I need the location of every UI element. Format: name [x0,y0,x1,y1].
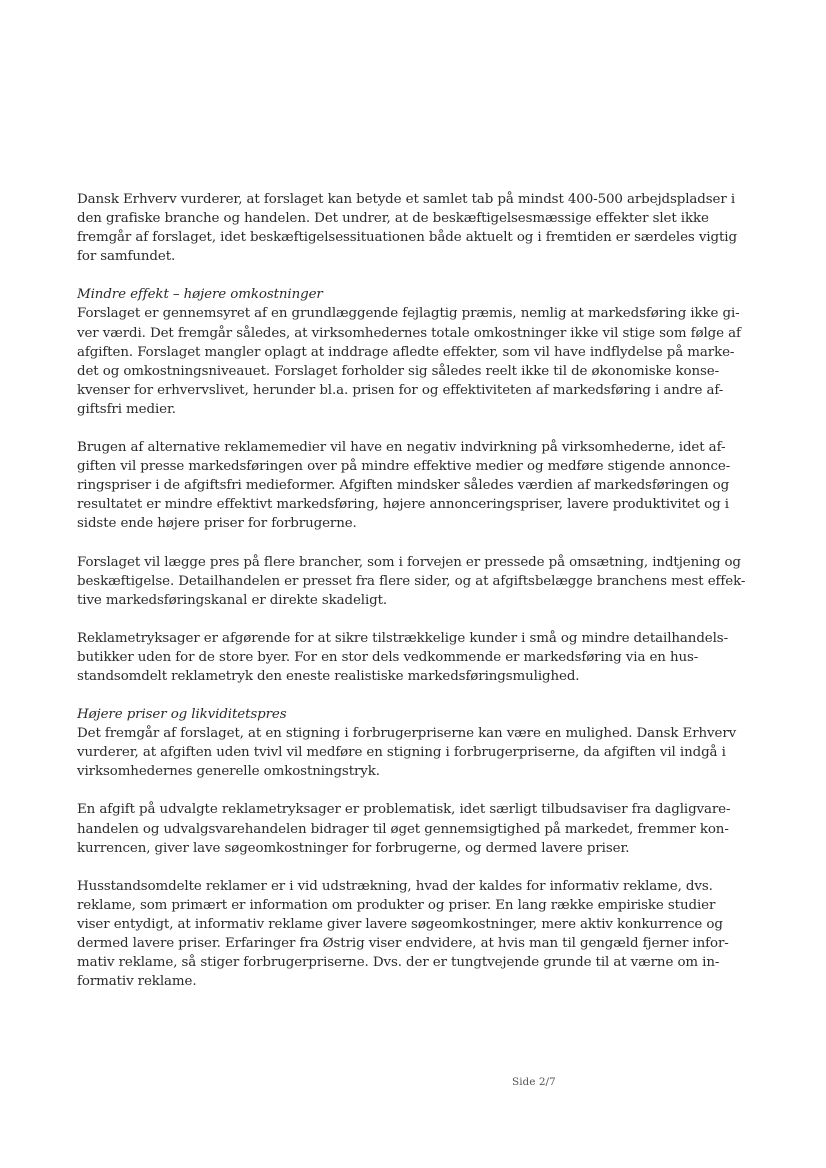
text-line: mativ reklame, så stiger forbrugerpriserne. Dvs. der er tungtvejende grunde til at værne om in- [77,955,720,971]
text-line: kvenser for erhvervslivet, herunder bl.a. prisen for og effektiviteten af markedsføring i andre af- [77,382,724,398]
text-line: Husstandsomdelte reklamer er i vid udstrækning, hvad der kaldes for informativ reklame, dvs. [77,878,713,894]
section-hoejere-priser [77,705,737,781]
section-heading: Mindre effekt – højere omkostninger [77,287,323,303]
text-line: kurrencen, giver lave søgeomkostninger for forbrugerne, og dermed lavere priser. [77,840,630,856]
paragraph-retail-shops [77,629,728,686]
text-line: formativ reklame. [77,974,197,990]
text-line: tive markedsføringskanal er direkte skadeligt. [77,592,388,608]
paragraph-alternative-media [77,438,731,533]
paragraph-industry-pressure [77,553,746,610]
section-mindre-effekt [77,285,741,419]
section-heading: Højere priser og likviditetspres [77,707,287,723]
paragraph-tax-problematic [77,800,731,857]
text-line: beskæftigelse. Detailhandelen er presset fra flere sider, og at afgiftsbelægge branchens mest effek- [77,573,746,589]
text-line: butikker uden for de store byer. For en stor dels vedkommende er markedsføring via en hus- [77,649,699,665]
text-line: handelen og udvalgsvarehandelen bidrager til øget gennemsigtighed på markedet, fremmer kon- [77,821,729,837]
paragraph-informative-advertising [77,877,729,992]
text-line: giftsfri medier. [77,401,176,417]
text-line: vurderer, at afgiften uden tvivl vil medføre en stigning i forbrugerpriserne, da afgiften vil indgå i [77,745,726,761]
text-line: resultatet er mindre effektivt markedsføring, højere annonceringspriser, lavere produktivitet og i [77,497,729,513]
text-line: dermed lavere priser. Erfaringer fra Østrig viser endvidere, at hvis man til gengæld fjerner infor- [77,936,729,951]
text-line: fremgår af forslaget, idet beskæftigelsessituationen både aktuelt og i fremtiden er særdeles vigtig [77,230,737,246]
page-number: Side 2/7 [512,1076,556,1088]
text-line: reklame, som primært er information om produkter og priser. En lang række empiriske studier [77,897,716,913]
text-line: det og omkostningsniveauet. Forslaget forholder sig således reelt ikke til de økonomiske konse- [77,363,720,379]
text-line: Forslaget vil lægge pres på flere brancher, som i forvejen er pressede på omsætning, indtjening og [77,554,741,570]
text-line: standsomdelt reklametryk den eneste realistiske markedsføringsmulighed. [77,668,580,684]
text-line: Det fremgår af forslaget, at en stigning i forbrugerpriserne kan være en mulighed. Dansk Erhverv [77,726,737,742]
text-line: virksomhedernes generelle omkostningstryk. [77,764,380,780]
text-line: giften vil presse markedsføringen over på mindre effektive medier og medføre stigende annonce- [77,459,731,475]
text-line: Reklametryksager er afgørende for at sikre tilstrækkelige kunder i små og mindre detailhandels- [77,630,728,646]
paragraph-job-loss [77,190,737,266]
text-line: ver værdi. Det fremgår således, at virksomhedernes totale omkostninger ikke vil stige som følge af [77,325,741,341]
text-line: Forslaget er gennemsyret af en grundlæggende fejlagtig præmis, nemlig at markedsføring ikke gi- [77,306,740,322]
text-line: den grafiske branche og handelen. Det undrer, at de beskæftigelsesmæssige effekter slet ikke [77,211,709,227]
text-line: for samfundet. [77,249,176,265]
text-line: Dansk Erhverv vurderer, at forslaget kan betyde et samlet tab på mindst 400-500 arbejdspladser i [77,192,736,207]
document-body [77,190,746,1010]
text-line: sidste ende højere priser for forbrugerne. [77,516,357,532]
text-line: ringspriser i de afgiftsfri medieformer. Afgiften mindsker således værdien af markedsføringen og [77,478,730,494]
text-line: En afgift på udvalgte reklametryksager er problematisk, idet særligt tilbudsaviser fra dagligvare- [77,802,731,818]
text-line: Brugen af alternative reklamemedier vil have en negativ indvirkning på virksomhederne, idet af- [77,440,726,456]
text-line: afgiften. Forslaget mangler oplagt at inddrage afledte effekter, som vil have indflydelse på marke- [77,344,735,360]
text-line: viser entydigt, at informativ reklame giver lavere søgeomkostninger, mere aktiv konkurrence og [77,916,723,932]
